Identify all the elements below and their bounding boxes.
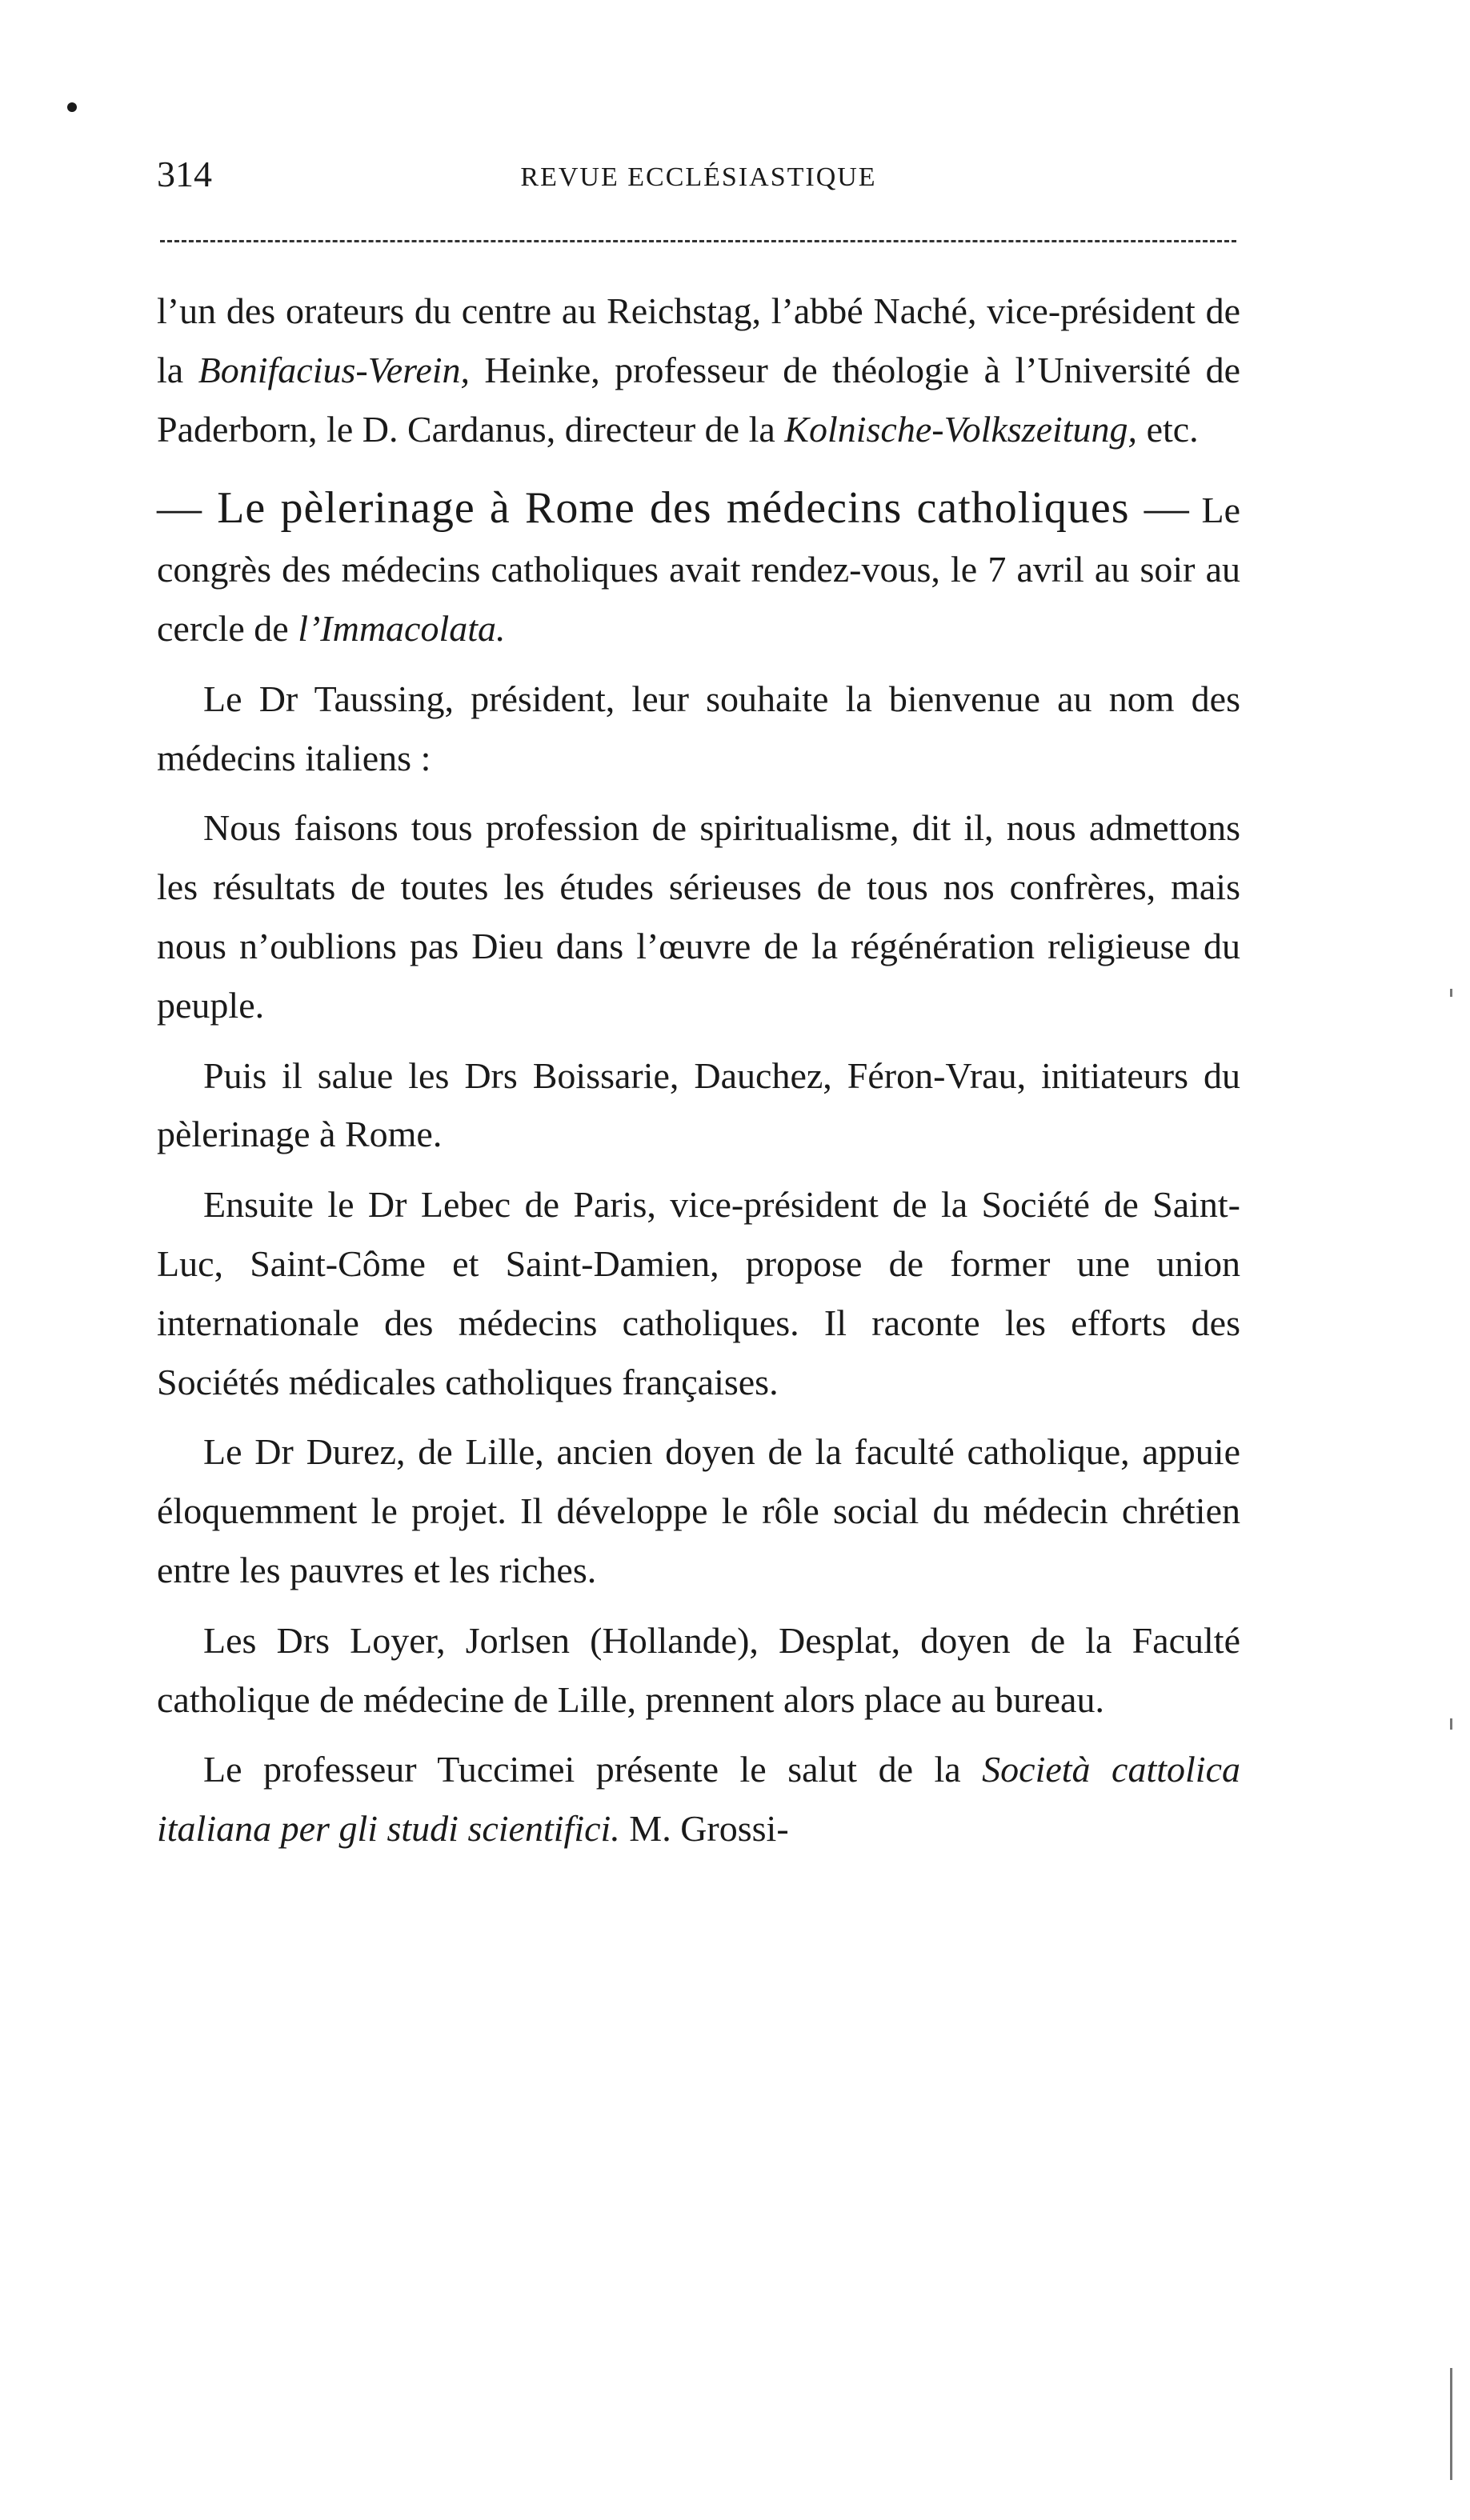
p1-text-b: Heinke, professeur de théologie à l’Université de Paderborn, le D. Cardanus, directeur de la [157, 349, 1240, 450]
p9-italic-a: Società cattolica italiana per gli studi scientifici. [157, 1749, 1240, 1850]
ink-dot [67, 102, 77, 112]
p1-text-c: etc. [1137, 408, 1199, 450]
p9-text-b: M. Grossi- [619, 1808, 789, 1850]
p1-italic-b: Kolnische-Volkszeitung, [784, 408, 1138, 450]
paragraph-1 [157, 282, 1240, 458]
margin-mark-1 [1450, 989, 1452, 997]
paragraph-5: Puis il salue les Drs Boissarie, Dauchez, Féron-Vrau, initiateurs du pèlerinage à Rome. [157, 1054, 1240, 1155]
section-heading: — Le pèlerinage à Rome des médecins catholiques — [157, 483, 1190, 534]
header-rule [160, 240, 1236, 242]
margin-mark-3 [1450, 2368, 1452, 2480]
p2-italic-a: l’Immacolata. [298, 607, 506, 649]
p2-text-a: Le congrès des médecins catholiques avait rendez-vous, le 7 avril au soir au cercle de [157, 490, 1241, 649]
paragraph-7: Le Dr Durez, de Lille, ancien doyen de la faculté catholique, appuie éloquemment le projet. Il développe le rôle social du médecin chrétien entre les pauvres et les riches. [157, 1431, 1240, 1590]
p9-text-a: Le professeur Tuccimei présente le salut de la [203, 1749, 983, 1790]
body-text [157, 282, 1240, 1870]
paragraph-3: Le Dr Taussing, président, leur souhaite la bienvenue au nom des médecins italiens : [157, 678, 1240, 778]
paragraph-6: Ensuite le Dr Lebec de Paris, vice-président de la Société de Saint-Luc, Saint-Côme et Saint-Damien, propose de former une union internationale des médecins catholiques. Il raconte les efforts des Sociétés médicales catholiques françaises. [157, 1184, 1240, 1402]
paragraph-8: Les Drs Loyer, Jorlsen (Hollande), Desplat, doyen de la Faculté catholique de médecine de Lille, prennent alors place au bureau. [157, 1619, 1240, 1720]
paragraph-4-quote: Nous faisons tous profession de spiritualisme, dit il, nous admettons les résultats de toutes les études sérieuses de tous nos confrères, mais nous n’oublions pas Dieu dans l’œuvre de la régénération religieuse du peuple. [157, 807, 1240, 1026]
running-title: REVUE ECCLÉSIASTIQUE [520, 162, 877, 192]
paragraph-9 [157, 1740, 1240, 1858]
p1-italic-a: Bonifacius-Verein, [198, 349, 471, 390]
margin-mark-2 [1450, 1718, 1452, 1730]
p1-text-a: l’un des orateurs du centre au Reichstag, l’abbé Naché, vice-président de la [157, 290, 1240, 390]
paragraph-2 [157, 479, 1240, 658]
page-number: 314 [157, 154, 212, 194]
page-header [157, 150, 1240, 198]
